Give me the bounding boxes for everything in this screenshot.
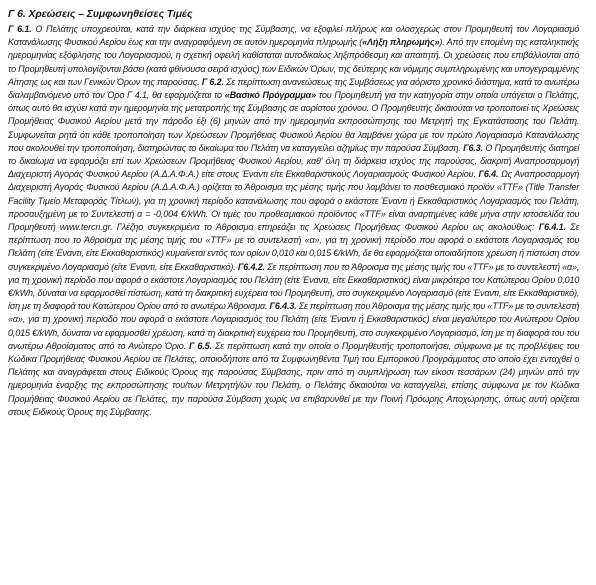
clause-text: Σε περίπτωση ανανεώσεως της Συμβάσεως για αόριστο χρονικό διάστημα, κατά το ανωτέρω διαλαμβανόμενο υπό τον Όρο Γ 4.1, θα εφαρμόζεται το — [8, 76, 580, 101]
clause-number: Γ 6.2. — [201, 76, 224, 87]
clause-number: Γ6.4.2. — [237, 261, 265, 272]
clause-number: Γ6.4.1. — [538, 222, 566, 233]
clause-text: Σε περίπτωση που το Άθροισμα της μέσης τιμής του «TTF» με το συντελεστή «α», για τη χρονική περίοδο που αφορά ο εκάστοτε Λογαριασμός του Πελάτη (είτε Έναντι, είτε Εκκαθαριστικός) κυμαίνεται εντός των ορίων 0,010 και 0,015 €/kWh, δε θα εφαρμόζεται οποιαδήποτε χρέωση ή πίστωση στον συγκεκριμένο Λογαριασμό (είτε Έναντι, είτε Εκκαθαριστικό). — [8, 222, 580, 272]
clause-text: Ως Αναπροσαρμογή Διαχειριστή Αγοράς Φυσικού Αερίου (Α.Δ.Α.Φ.Α.) ορίζεται το Άθροισμα της μέσης τιμής που λαμβάνει το ποσθεσμιακό προϊόν «TTF» (Title Transfer Facility Τιμείο Μεταφοράς Τίτλων), για τη χρονική περίοδο κατανάλωσης που αφορά ο εκάστοτε Έναντι ή Εκκαθαριστικός Λογαριασμός του Πελάτη, προσαυξημένη με το Συντελεστή α = -0,004 €/kWh. Οι τιμές του προθεσμιακού προϊόντος «TTF» είναι αναρτημένες κάθε μήνα στην ιστοσελίδα του Προμηθευτή www.tercn.gr. Γλέζηο συγκεκριμένα το Άθροισμα επηρεάζει τις Χρεώσεις Προμήθειας Φυσικού Αερίου ως ακολούθως: — [8, 169, 580, 233]
clause-number: «Λήξη πληρωμής» — [362, 37, 440, 48]
clause-text: του Προμηθευτή για την κατηγορία στην οποία υπάγεται ο Πελάτης, όπως αυτό θα ισχύει κατά την ημερομηνία της μετατροπής της Σύμβασης σε αορίστου χρόνου. Ο Προμηθευτής δικαιούται να τροποποιεί τις Χρεώσεις Προμήθειας Φυσικού Αερίου μετά την πάροδο έξι (6) μηνών από την ημερομηνία εκπροσώπησης του Μετρητή της Εγκατάστασης του Πελάτη. Συμφωνείται ρητά ότι κάθε τροποποίηση των Χρεώσεων Προμήθειας Φυσικού Αερίου θα λαμβάνει χώρα με τον πρώτο Λογαριασμό Κατανάλωσης που ακολουθεί την τροποποίηση, διατηρώντας το δικαίωμα του Πελάτη να καταγγείλει αζημίως την παρούσα Σύμβαση. — [8, 90, 580, 153]
clause-text: Σε περίπτωση που το Άθροισμα της μέσης τιμής του «TTF» με το συντελεστή «α», για τη χρονική περίοδο που αφορά ο εκάστοτε Λογαριασμός του Πελάτη (είτε Έναντι, είτε Εκκαθαριστικός) είναι μικρότερο του Κατώτερου Ορίου 0,010 €/kWh, δύναται να εφαρμοσθεί πίστωση, κατά τη διακριτική ευχέρεια του Προμηθευτή, στο συγκεκριμένο Λογαριασμό (είτε Έναντι, είτε Εκκαθαριστικό), ίση με τη διαφορά του Κατώτερου Ορίου από το ανωτέρω Άθροισμα. — [8, 261, 580, 312]
clause-text: ). Από την επομένη της καταληκτικής ημερομηνίας εξόφλησης του Λογαριασμού, η σχετική οφειλή καθίσταται αυτοδικαίως ληξιπρόθεσμη και απαιτητή. Οι χρεώσεις που επιβάλλονται από το Προμηθευτή υπολογίζονται βάσει (κατά φθίνουσα σειρά ισχύος) των Ειδικών Όρων, της δεύτερης και νόμιμης συμπληρωμένης και υπογεγραμμένης Αίτησης ως και των Γενικών Όρων της παρούσας. — [8, 37, 580, 87]
clause-number: Γ 6.5. — [189, 340, 212, 351]
section-heading: Γ 6. Χρεώσεις – Συμφωνηθείσες Τιμές — [8, 8, 193, 20]
section-body — [8, 23, 579, 419]
clause-text: Ο Προμηθευτής διατηρεί το δικαίωμα να εφαρμόζει επί των Χρεώσεων Προμήθειας Φυσικού Αερίου, καθ' όλη τη διάρκεια ισχύος της παρούσας, διακριτή Αναπροσαρμογή Διαχειριστή Αγοράς Φυσικού Αερίου (Α.Δ.Α.Φ.Α.) είτε στους Έναντι είτε Εκκαθαριστικούς Λογαριασμούς Φυσικού Αερίου. — [8, 142, 580, 180]
clause-number: Γ6.3. — [463, 142, 483, 153]
clause-number: Γ 6.1. — [8, 24, 32, 34]
clause-number: Γ6.4.3. — [269, 301, 297, 312]
clause-text: Ο Πελάτης υποχρεούται, κατά την διάρκεια ισχύος της Σύμβασης, να εξοφλεί πλήρως και ολοσχερώς στον Προμηθευτή τον Λογαριασμό Κατανάλωσης Φυσικού Αερίου έως και την αναγραφόμενη σε αυτόν ημερομηνία πληρωμής ( — [8, 24, 580, 48]
clause-number: Γ6.4. — [478, 169, 499, 180]
clause-text: Σε περίπτωση κατά την οποία ο Προμηθευτής τροποποιήσει, σύμφωνα με τις προβλέψεις του Κώδικα Προμήθειας Φυσικού Αερίου σε Πελάτες, οποιοδήποτε από τα Συμφωνηθέντα Τιμή του Εμπορικού Προγράμματος στο οποίο έχει ενταχθεί ο Πελάτης και αναγράφεται στους Ειδικούς Όρους της παρούσας Σύμβασης, πριν από τη συμπλήρωση των είκοσι τεσσάρων (24) μηνών από την ημερομηνία έναρξης της εκπροσώπησης του/των Μετρητή/ών του Πελάτη, ο Πελάτης δικαιούται να καταγγείλει, επίσης σύμφωνα με τον Κώδικα Προμήθειας Φυσικού Αερίου σε Πελάτες, την παρούσα Σύμβαση χωρίς να επιβαρυνθεί με την Ποινή Πρόωρης Αποχώρησης, όπως αυτή ορίζεται στους Ειδικούς Όρους της Σύμβασης. — [8, 340, 580, 417]
clause-number: «Βασικό Πρόγραμμα» — [224, 90, 316, 101]
clause-text: Σε περίπτωση που Άθροισμα της μέσης τιμής του «TTF» με το συντελεστή «α», για τη χρονική περίοδο που αφορά ο εκάστοτε Λογαριασμός του Πελάτη (είτε Έναντι ή Εκκαθαριστικός) είναι μεγαλύτερο του Ανώτερου Ορίου 0,015 €/kWh, δύναται να εφαρμοσθεί χρέωση, κατά τη διακριτική ευχέρεια του Προμηθευτή, στο συγκεκριμένο Λογαριασμό, ίση με τη διαφορά του του ανωτέρω Αθροίσματος από το Ανώτερο Όριο. — [8, 301, 580, 351]
